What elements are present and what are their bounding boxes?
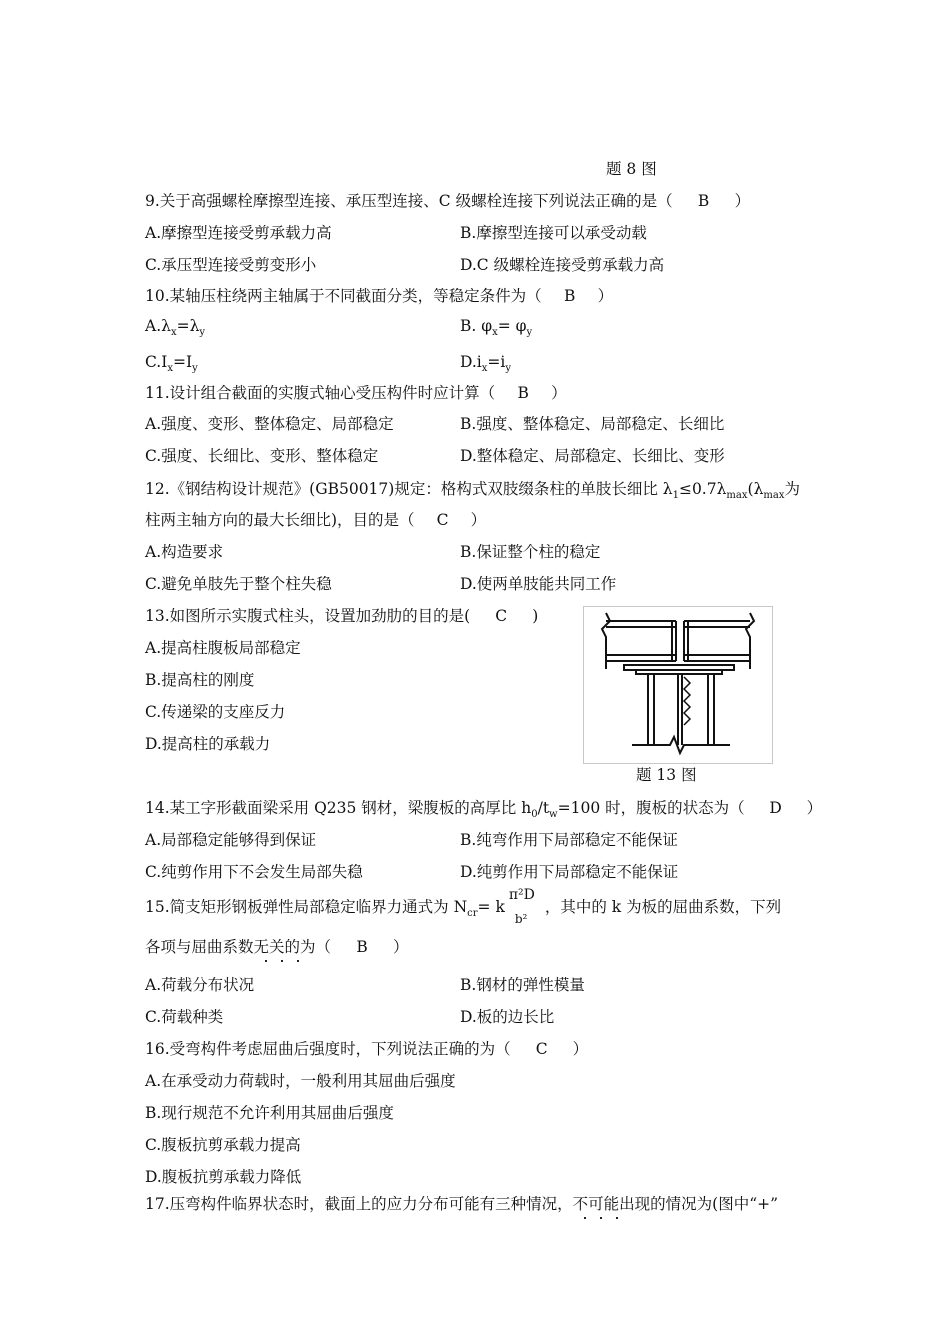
q12-option-a: A.构造要求	[145, 543, 224, 561]
q16-option-b: B.现行规范不允许利用其屈曲后强度	[145, 1104, 394, 1122]
answer-mark: B	[697, 192, 710, 210]
q10-option-a: $A.\lambda_x=\lambda_y$	[145, 317, 206, 338]
answer-mark: C	[495, 607, 508, 625]
question-14-stem: 14.某工字形截面梁采用 Q235 钢材，梁腹板的高厚比 $h_0/t_w=100$ 时，腹板的状态为（ D ）	[145, 799, 823, 820]
formula-fraction: π²D b²	[508, 887, 535, 926]
question-17-stem: 17.压弯构件临界状态时，截面上的应力分布可能有三种情况，不可能出现的情况为(图中“+”	[145, 1195, 779, 1213]
q9-option-d: D.C 级螺栓连接受剪承载力高	[460, 256, 665, 274]
emphasis-dots: 不可能	[572, 1195, 620, 1213]
question-15-stem-line1: 15.简支矩形钢板弹性局部稳定临界力通式为 $N_{cr}= k$ π²D b² ，其中的 k 为板的屈曲系数，下列	[145, 887, 782, 926]
emphasis-dots: 无关的	[253, 938, 301, 956]
bracket-close: ）	[551, 384, 567, 402]
q10-option-d: $D.i_x=i_y$	[460, 353, 512, 374]
question-12-stem-line2	[145, 510, 486, 530]
q15-option-d: D.板的边长比	[460, 1008, 555, 1026]
q15-option-a: A.荷载分布状况	[145, 976, 255, 994]
q14-option-b: B.纯弯作用下局部稳定不能保证	[460, 831, 678, 849]
q12-option-c: C.避免单肢先于整个柱失稳	[145, 575, 332, 593]
q15-option-b: B.钢材的弹性模量	[460, 976, 585, 994]
q16-option-c: C.腹板抗剪承载力提高	[145, 1136, 301, 1154]
q12-option-b: B.保证整个柱的稳定	[460, 543, 601, 561]
column-head-figure	[583, 606, 773, 764]
question-11-stem	[145, 383, 567, 403]
question-text: 16.受弯构件考虑屈曲后强度时，下列说法正确的为（	[145, 1040, 511, 1058]
q13-option-c: C.传递梁的支座反力	[145, 703, 286, 721]
q13-option-a: A.提高柱腹板局部稳定	[145, 639, 301, 657]
q11-option-a: A.强度、变形、整体稳定、局部稳定	[145, 415, 394, 433]
q16-option-d: D.腹板抗剪承载力降低	[145, 1168, 302, 1186]
q10-option-c: $C.I_x=I_y$	[145, 353, 198, 374]
question-15-stem-line2: 各项与屈曲系数无关的为（ B ）	[145, 938, 409, 956]
question-text: 9.关于高强螺栓摩擦型连接、承压型连接、C 级螺栓连接下列说法正确的是（	[145, 192, 673, 210]
bracket-close: )	[532, 607, 539, 625]
q10-option-b: B. $\varphi_x= \varphi_y$	[460, 317, 533, 338]
q9-option-b: B.摩擦型连接可以承受动载	[460, 224, 647, 242]
q11-option-d: D.整体稳定、局部稳定、长细比、变形	[460, 447, 725, 465]
bracket-close: ）	[597, 287, 614, 305]
question-13-stem	[145, 606, 538, 626]
question-12-stem-line1: 12.《钢结构设计规范》(GB50017)规定：格构式双肢缀条柱的单肢长细比 $\lambda_1\le 0.7\lambda_{max}(\lambda_{max}$为	[145, 480, 800, 501]
question-10-stem	[145, 286, 613, 306]
answer-mark: B	[517, 384, 529, 402]
bracket-close: ）	[393, 938, 409, 956]
bracket-close: ）	[734, 192, 751, 210]
column-head-drawing	[584, 607, 772, 763]
q13-option-d: D.提高柱的承载力	[145, 735, 271, 753]
bracket-close: ）	[470, 511, 487, 529]
answer-mark: D	[769, 799, 782, 817]
q14-option-d: D.纯剪作用下局部稳定不能保证	[460, 863, 679, 881]
bracket-close: ）	[572, 1040, 589, 1058]
question-text: 13.如图所示实腹式柱头，设置加劲肋的目的是(	[145, 607, 471, 625]
q12-option-d: D.使两单肢能共同工作	[460, 575, 617, 593]
figure-13-caption: 题 13 图	[636, 766, 697, 784]
answer-mark: B	[356, 938, 368, 956]
q16-option-a: A.在承受动力荷载时，一般利用其屈曲后强度	[145, 1072, 456, 1090]
q11-option-c: C.强度、长细比、变形、整体稳定	[145, 447, 379, 465]
q14-option-c: C.纯剪作用下不会发生局部失稳	[145, 863, 363, 881]
figure-8-caption: 题 8 图	[606, 160, 657, 178]
answer-mark: B	[563, 287, 576, 305]
question-text: 11.设计组合截面的实腹式轴心受压构件时应计算（	[145, 384, 496, 402]
answer-mark: C	[436, 511, 449, 529]
q11-option-b: B.强度、整体稳定、局部稳定、长细比	[460, 415, 725, 433]
question-text: 柱两主轴方向的最大长细比)，目的是（	[145, 511, 415, 529]
question-9-stem	[145, 191, 750, 211]
bracket-close: ）	[806, 799, 823, 817]
question-16-stem	[145, 1039, 588, 1059]
q14-option-a: A.局部稳定能够得到保证	[145, 831, 317, 849]
q13-option-b: B.提高柱的刚度	[145, 671, 255, 689]
answer-mark: C	[535, 1040, 548, 1058]
q15-option-c: C.荷载种类	[145, 1008, 224, 1026]
question-text: 10.某轴压柱绕两主轴属于不同截面分类，等稳定条件为（	[145, 287, 542, 305]
q9-option-c: C.承压型连接受剪变形小	[145, 256, 317, 274]
q9-option-a: A.摩擦型连接受剪承载力高	[145, 224, 332, 242]
